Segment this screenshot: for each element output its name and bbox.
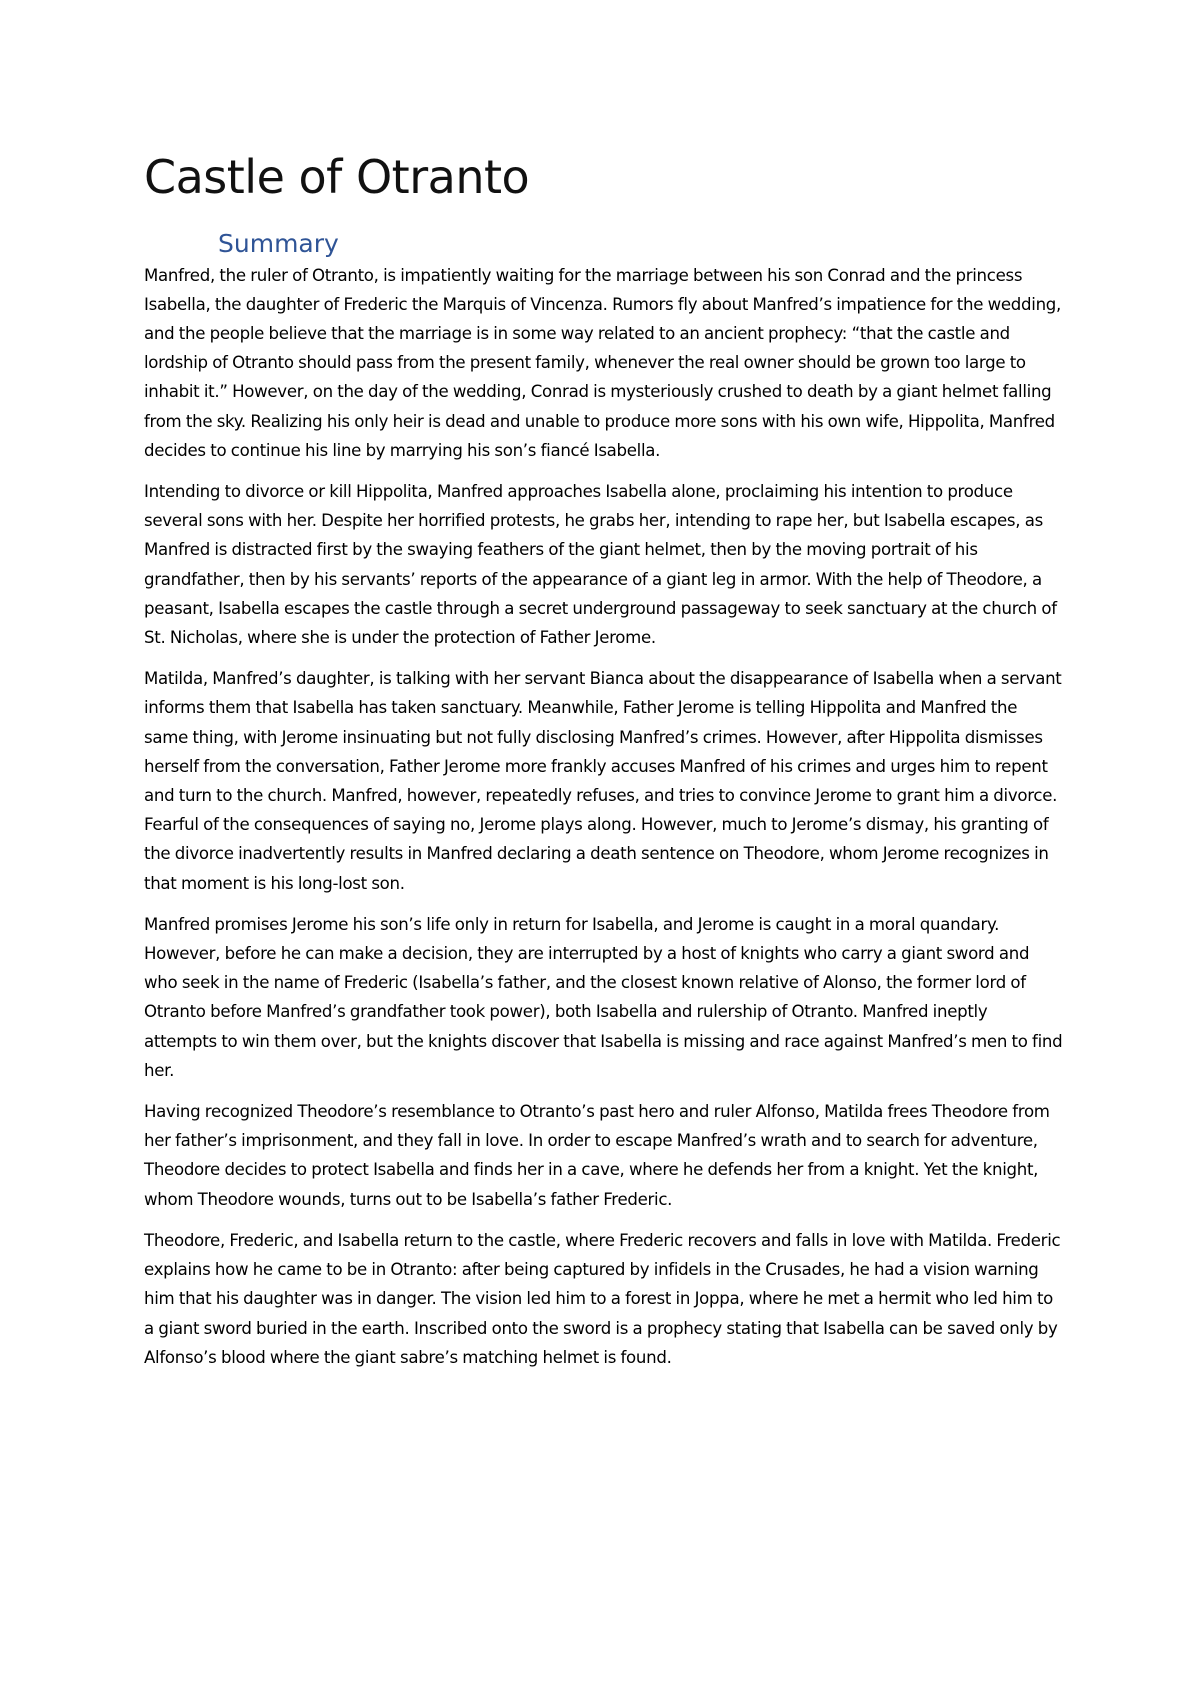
- summary-body: [144, 261, 1064, 1372]
- paragraph: Theodore, Frederic, and Isabella return to the castle, where Frederic recovers and falls in love with Matilda. Frederic explains how he came to be in Otranto: after being captured by infidels in the Crusades, he had a vision warning him that his daughter was in danger. The vision led him to a forest in Joppa, where he met a hermit who led him to a giant sword buried in the earth. Inscribed onto the sword is a prophecy stating that Isabella can be saved only by Alfonso’s blood where the giant sabre’s matching helmet is found.: [144, 1230, 1061, 1367]
- paragraph: Intending to divorce or kill Hippolita, Manfred approaches Isabella alone, proclaiming his intention to produce several sons with her. Despite her horrified protests, he grabs her, intending to rape her, but Isabella escapes, as Manfred is distracted first by the swaying feathers of the giant helmet, then by the moving portrait of his grandfather, then by his servants’ reports of the appearance of a giant leg in armor. With the help of Theodore, a peasant, Isabella escapes the castle through a secret underground passageway to seek sanctuary at the church of St. Nicholas, where she is under the protection of Father Jerome.: [144, 482, 1057, 648]
- document-page: [144, 152, 1064, 1384]
- document-title: Castle of Otranto: [144, 150, 530, 204]
- paragraph: Matilda, Manfred’s daughter, is talking with her servant Bianca about the disappearance of Isabella when a servant informs them that Isabella has taken sanctuary. Meanwhile, Father Jerome is telling Hippolita and Manfred the same thing, with Jerome insinuating but not fully disclosing Manfred’s crimes. However, after Hippolita dismisses herself from the conversation, Father Jerome more frankly accuses Manfred of his crimes and urges him to repent and turn to the church. Manfred, however, repeatedly refuses, and tries to convince Jerome to grant him a divorce. Fearful of the consequences of saying no, Jerome plays along. However, much to Jerome’s dismay, his granting of the divorce inadvertently results in Manfred declaring a death sentence on Theodore, whom Jerome recognizes in that moment is his long-lost son.: [144, 669, 1062, 893]
- paragraph: Having recognized Theodore’s resemblance to Otranto’s past hero and ruler Alfonso, Matilda frees Theodore from her father’s imprisonment, and they fall in love. In order to escape Manfred’s wrath and to search for adventure, Theodore decides to protect Isabella and finds her in a cave, where he defends her from a knight. Yet the knight, whom Theodore wounds, turns out to be Isabella’s father Frederic.: [144, 1102, 1050, 1209]
- paragraph: Manfred, the ruler of Otranto, is impatiently waiting for the marriage between his son Conrad and the princess Isabella, the daughter of Frederic the Marquis of Vincenza. Rumors fly about Manfred’s impatience for the wedding, and the people believe that the marriage is in some way related to an ancient prophecy: “that the castle and lordship of Otranto should pass from the present family, whenever the real owner should be grown too large to inhabit it.” However, on the day of the wedding, Conrad is mysteriously crushed to death by a giant helmet falling from the sky. Realizing his only heir is dead and unable to produce more sons with his own wife, Hippolita, Manfred decides to continue his line by marrying his son’s fiancé Isabella.: [144, 265, 1061, 460]
- paragraph: Manfred promises Jerome his son’s life only in return for Isabella, and Jerome is caught in a moral quandary. However, before he can make a decision, they are interrupted by a host of knights who carry a giant sword and who seek in the name of Frederic (Isabella’s father, and the closest known relative of Alonso, the former lord of Otranto before Manfred’s grandfather took power), both Isabella and rulership of Otranto. Manfred ineptly attempts to win them over, but the knights discover that Isabella is missing and race against Manfred’s men to find her.: [144, 914, 1063, 1080]
- section-heading-summary: Summary: [218, 228, 339, 258]
